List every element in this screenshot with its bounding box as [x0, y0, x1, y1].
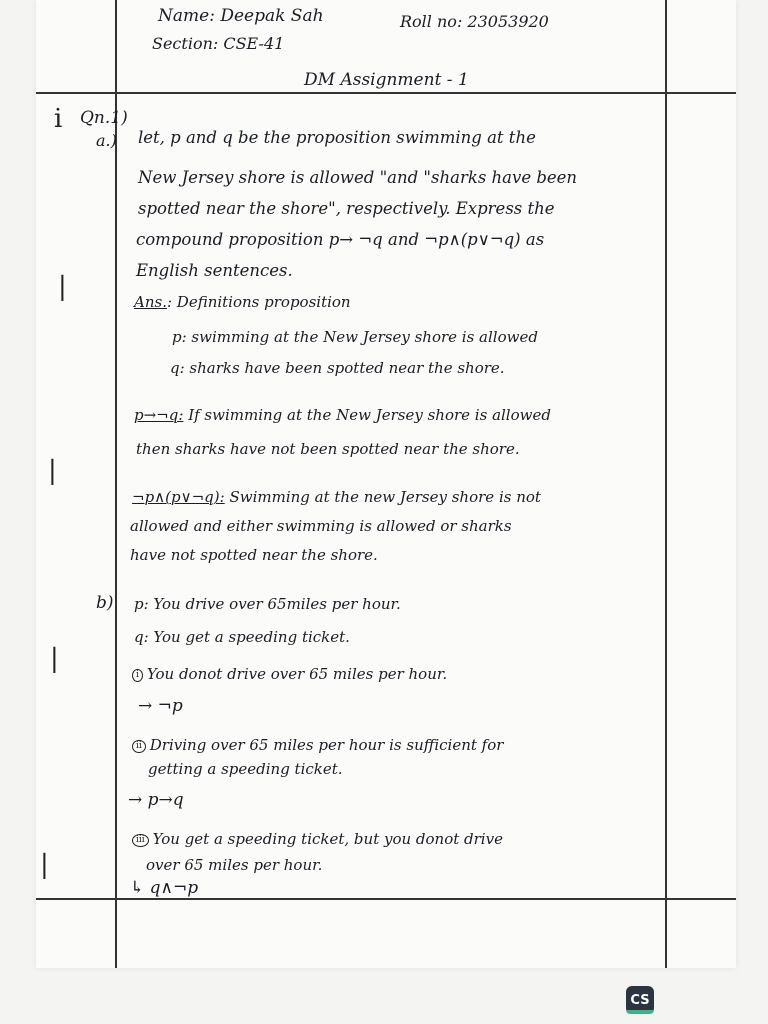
- item-i: [132, 667, 447, 682]
- part-b-p: p: You drive over 65miles per hour.: [134, 595, 401, 613]
- implication-text: If swimming at the New Jersey shore is allowed: [188, 406, 551, 424]
- compound-line-3: have not spotted near the shore.: [130, 546, 378, 564]
- margin-mark: |: [58, 272, 67, 302]
- implication-line-2: then sharks have not been spotted near the shore.: [136, 440, 520, 458]
- footer-rule: [36, 898, 736, 900]
- question-line: spotted near the shore", respectively. Express the: [138, 199, 555, 218]
- question-line: compound proposition p→ ¬q and ¬p∧(p∨¬q) as: [136, 230, 545, 249]
- margin-mark: i: [54, 104, 63, 134]
- implication-label: p→¬q:: [134, 406, 184, 424]
- answer-heading: [134, 295, 351, 310]
- item-i-number: i: [132, 669, 143, 682]
- item-iii-text-2: over 65 miles per hour.: [146, 856, 323, 874]
- part-a-label: a.): [96, 131, 117, 150]
- item-ii-answer: → p→q: [128, 790, 184, 810]
- student-name: Name: Deepak Sah: [158, 6, 324, 26]
- margin-line-right: [665, 0, 667, 968]
- question-line: English sentences.: [136, 261, 293, 280]
- item-ii-text-1: Driving over 65 miles per hour is sufficient for: [149, 736, 504, 754]
- item-iii: [132, 832, 503, 847]
- item-i-text: You donot drive over 65 miles per hour.: [146, 665, 448, 683]
- margin-mark: |: [50, 644, 59, 674]
- notebook-page: [36, 0, 736, 968]
- part-b-label: b): [96, 593, 114, 613]
- camscanner-logo: CS: [626, 986, 654, 1014]
- answer-label: Ans.: [134, 293, 167, 311]
- question-line: New Jersey shore is allowed "and "sharks have been: [138, 168, 578, 187]
- margin-mark: |: [48, 456, 57, 486]
- assignment-title: DM Assignment - 1: [304, 70, 469, 90]
- header-rule: [36, 92, 736, 94]
- student-section: Section: CSE-41: [152, 34, 285, 53]
- answer-heading-text: : Definitions proposition: [166, 293, 351, 311]
- item-ii-text-2: getting a speeding ticket.: [148, 760, 343, 778]
- q-definition: q: sharks have been spotted near the shore.: [170, 359, 505, 377]
- item-i-answer: → ¬p: [138, 696, 183, 716]
- item-iii-answer: ↳ q∧¬p: [130, 878, 199, 898]
- margin-mark: |: [40, 850, 49, 880]
- part-b-q: q: You get a speeding ticket.: [134, 628, 350, 646]
- item-ii-number: ii: [132, 740, 146, 753]
- roll-number: Roll no: 23053920: [400, 12, 549, 31]
- item-iii-text-1: You get a speeding ticket, but you donot drive: [152, 830, 503, 848]
- compound-text: Swimming at the new Jersey shore is not: [229, 488, 541, 506]
- question-line: let, p and q be the proposition swimming at the: [138, 128, 536, 147]
- item-ii: [132, 738, 503, 753]
- compound-line-2: allowed and either swimming is allowed or sharks: [130, 517, 512, 535]
- compound-line-1: [132, 490, 541, 505]
- p-definition: p: swimming at the New Jersey shore is allowed: [172, 328, 538, 346]
- implication-line-1: [134, 408, 551, 423]
- item-iii-number: iii: [132, 834, 149, 847]
- compound-label: ¬p∧(p∨¬q):: [132, 488, 225, 506]
- question-label: Qn.1): [80, 108, 128, 128]
